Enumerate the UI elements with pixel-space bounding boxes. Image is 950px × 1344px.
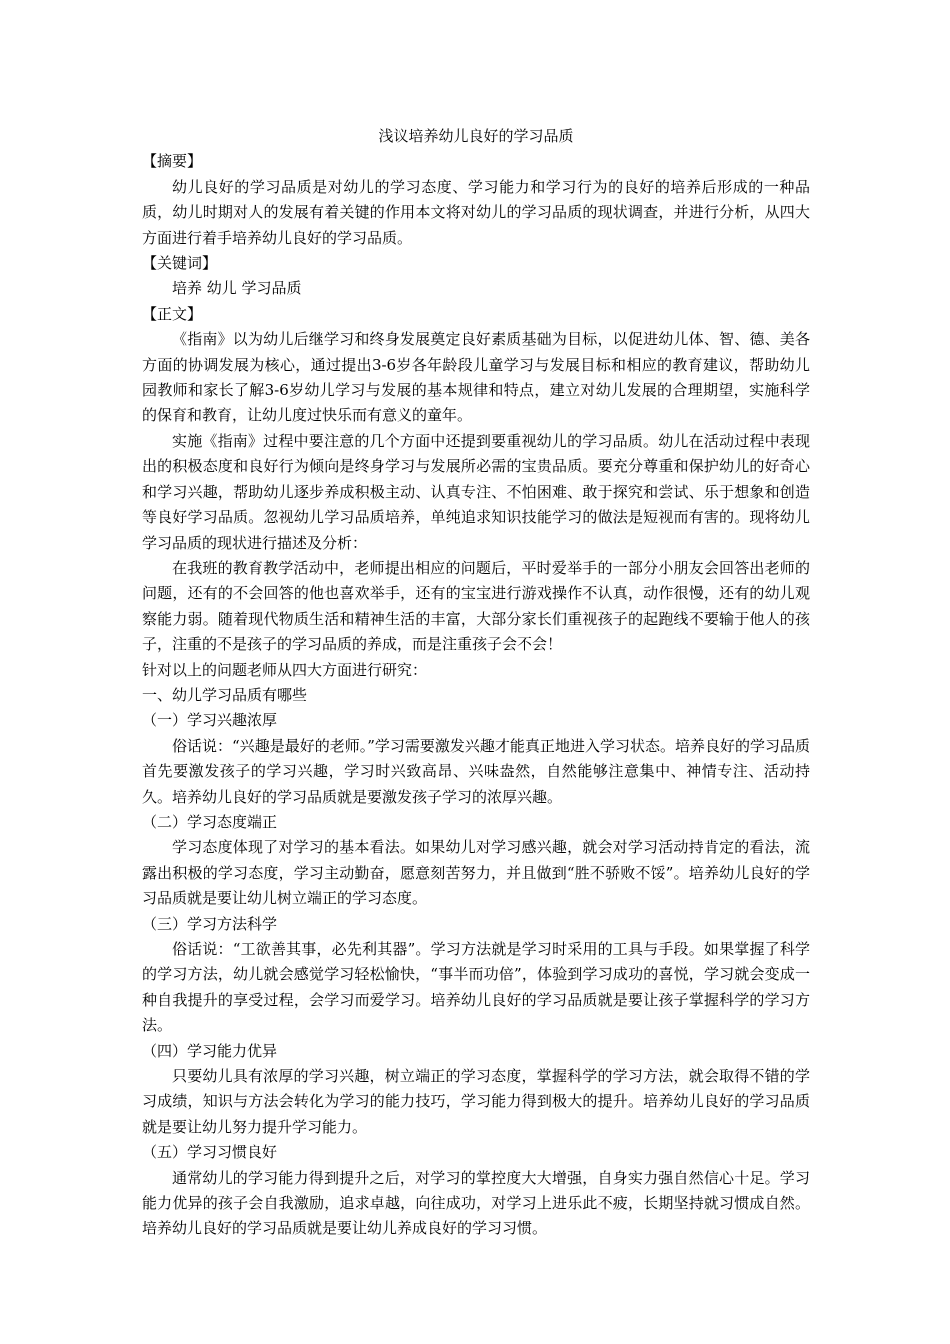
- subsection-heading: （五）学习习惯良好: [142, 1143, 278, 1162]
- subsection-text: 学习态度体现了对学习的基本看法。如果幼儿对学习感兴趣，就会对学习活动持肯定的看法，流露出积极的学习态度，学习主动勤奋，愿意刻苦努力，并且做到“胜不骄败不馁”。培养幼儿良好的学习品质就是要让幼儿树立端正的学习态度。: [142, 838, 810, 908]
- document-title: 浅议培养幼儿良好的学习品质: [378, 127, 574, 145]
- subsection-heading: （四）学习能力优异: [142, 1041, 278, 1060]
- research-line: 针对以上的问题老师从四大方面进行研究：: [142, 660, 428, 679]
- subsection-text: 俗话说：“兴趣是最好的老师。”学习需要激发兴趣才能真正地进入学习状态。培养良好的学习品质首先要激发孩子的学习兴趣，学习时兴致高昂、兴味盎然，自然能够注意集中、神情专注、活动持久。培养幼儿良好的学习品质就是要激发孩子学习的浓厚兴趣。: [142, 736, 810, 806]
- abstract-label: 【摘要】: [142, 152, 203, 171]
- body-paragraph: 实施《指南》过程中要注意的几个方面中还提到要重视幼儿的学习品质。幼儿在活动过程中表现出的积极态度和良好行为倾向是终身学习与发展所必需的宝贵品质。要充分尊重和保护幼儿的好奇心和学习兴趣，帮助幼儿逐步养成积极主动、认真专注、不怕困难、敢于探究和尝试、乐于想象和创造等良好学习品质。忽视幼儿学习品质培养，单纯追求知识技能学习的做法是短视而有害的。现将幼儿学习品质的现状进行描述及分析：: [142, 431, 810, 552]
- abstract-text: 幼儿良好的学习品质是对幼儿的学习态度、学习能力和学习行为的良好的培养后形成的一种品质，幼儿时期对人的发展有着关键的作用本文将对幼儿的学习品质的现状调查，并进行分析，从四大方面进行着手培养幼儿良好的学习品质。: [142, 177, 810, 247]
- section-heading: 一、幼儿学习品质有哪些: [142, 685, 308, 704]
- keywords-label: 【关键词】: [142, 254, 218, 273]
- keywords-text: 培养 幼儿 学习品质: [172, 279, 302, 298]
- body-label: 【正文】: [142, 304, 203, 323]
- body-paragraph: 《指南》以为幼儿后继学习和终身发展奠定良好素质基础为目标，以促进幼儿体、智、德、美各方面的协调发展为核心，通过提出3-6岁各年龄段儿童学习与发展目标和相应的教育建议，帮助幼儿园教师和家长了解3-6岁幼儿学习与发展的基本规律和特点，建立对幼儿发展的合理期望，实施科学的保育和教育，让幼儿度过快乐而有意义的童年。: [142, 330, 810, 425]
- subsection-text: 俗话说：“工欲善其事，必先利其器”。学习方法就是学习时采用的工具与手段。如果掌握了科学的学习方法，幼儿就会感觉学习轻松愉快，“事半而功倍”，体验到学习成功的喜悦，学习就会变成一种自我提升的享受过程，会学习而爱学习。培养幼儿良好的学习品质就是要让孩子掌握科学的学习方法。: [142, 940, 810, 1035]
- document-body: [142, 124, 810, 1242]
- subsection-heading: （三）学习方法科学: [142, 914, 278, 933]
- body-paragraph: 在我班的教育教学活动中，老师提出相应的问题后，平时爱举手的一部分小朋友会回答出老师的问题，还有的不会回答的他也喜欢举手，还有的宝宝进行游戏操作不认真，动作很慢，还有的幼儿观察能力弱。随着现代物质生活和精神生活的丰富，大部分家长们重视孩子的起跑线不要输于他人的孩子，注重的不是孩子的学习品质的养成，而是注重孩子会不会！: [142, 558, 810, 654]
- subsection-heading: （二）学习态度端正: [142, 812, 278, 831]
- subsection-text: 只要幼儿具有浓厚的学习兴趣，树立端正的学习态度，掌握科学的学习方法，就会取得不错的学习成绩，知识与方法会转化为学习的能力技巧，学习能力得到极大的提升。培养幼儿良好的学习品质就是要让幼儿努力提升学习能力。: [142, 1067, 810, 1136]
- subsection-heading: （一）学习兴趣浓厚: [142, 711, 278, 730]
- subsection-text: 通常幼儿的学习能力得到提升之后，对学习的掌控度大大增强，自身实力强自然信心十足。学习能力优异的孩子会自我激励，追求卓越，向往成功，对学习上进乐此不疲，长期坚持就习惯成自然。培养幼儿良好的学习品质就是要让幼儿养成良好的学习习惯。: [142, 1168, 810, 1238]
